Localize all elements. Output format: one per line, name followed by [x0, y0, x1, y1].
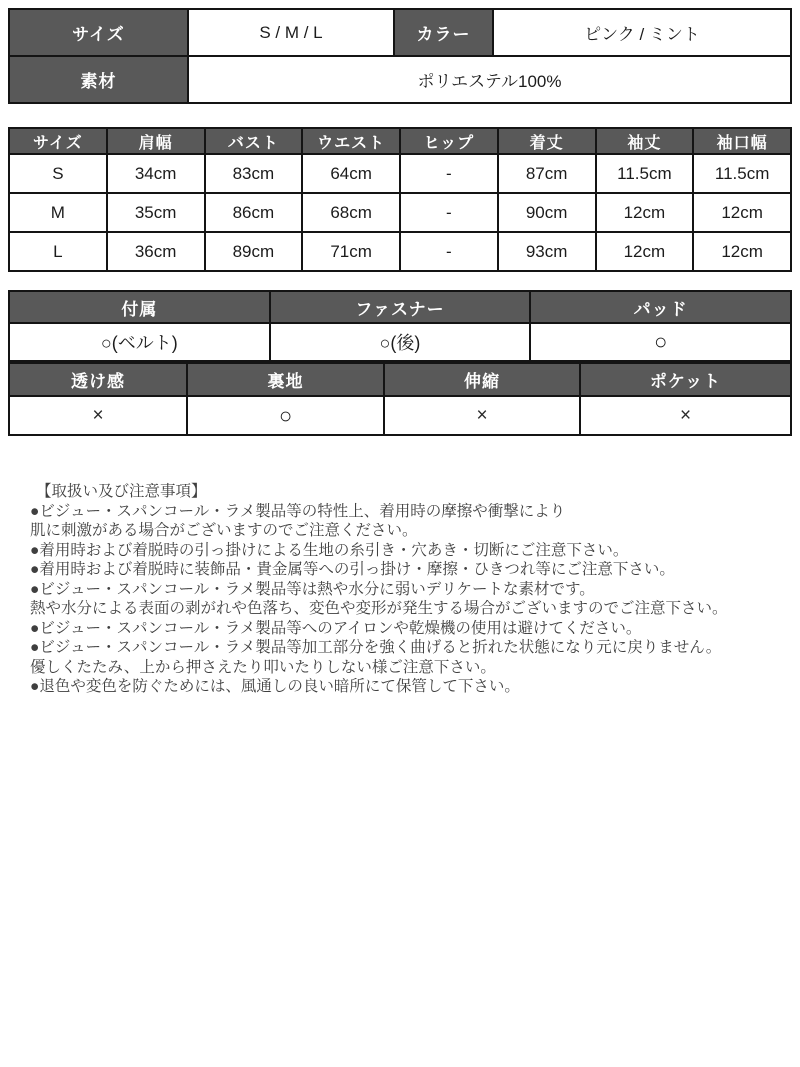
lining-header-cell: 裏地 — [188, 364, 383, 395]
note-line: ●ビジュー・スパンコール・ラメ製品等の特性上、着用時の摩擦や衝撃により — [30, 502, 566, 520]
note-line: ●着用時および着脱時に装飾品・貴金属等への引っ掛け・摩擦・ひきつれ等にご注意下さい。 — [30, 561, 675, 578]
lining-value-cell: ○ — [188, 397, 383, 434]
sheerness-header-cell: 透け感 — [10, 364, 186, 395]
note-line: 優しくたたみ、上から押さえたり叩いたりしない様ご注意下さい。 — [30, 658, 496, 676]
pad-header-cell: パッド — [531, 292, 790, 322]
table-cell: 11.5cm — [694, 155, 790, 192]
accessory-header-cell: 付属 — [10, 292, 269, 322]
table-cell: 12cm — [597, 233, 693, 270]
pocket-header-cell: ポケット — [581, 364, 790, 395]
table-cell: L — [10, 233, 106, 270]
pad-value-cell: ○ — [531, 324, 790, 360]
table-cell: - — [401, 233, 497, 270]
note-line: 熱や水分による表面の剥がれや色落ち、変色や変形が発生する場合がございますのでご注意下さい。 — [30, 600, 728, 617]
table-cell: 87cm — [499, 155, 595, 192]
table-cell: 64cm — [303, 155, 399, 192]
table-cell: 83cm — [206, 155, 302, 192]
accessory-value-cell: ○(ベルト) — [10, 324, 269, 360]
table-cell: 35cm — [108, 194, 204, 231]
care-notes-section — [30, 482, 780, 697]
table-cell: 89cm — [206, 233, 302, 270]
measurement-header-length: 着丈 — [499, 129, 595, 153]
note-line: ●着用時および着脱時の引っ掛けによる生地の糸引き・穴あき・切断にご注意下さい。 — [30, 541, 629, 559]
measurement-header-cuff: 袖口幅 — [694, 129, 790, 153]
size-value-cell: S / M / L — [189, 10, 393, 55]
table-cell: 90cm — [499, 194, 595, 231]
table-cell: 68cm — [303, 194, 399, 231]
note-line: ●ビジュー・スパンコール・ラメ製品等へのアイロンや乾燥機の使用は避けてください。 — [30, 619, 642, 637]
table-cell: 34cm — [108, 155, 204, 192]
table-cell: 12cm — [597, 194, 693, 231]
size-color-material-table — [8, 8, 792, 104]
material-header-cell: 素材 — [10, 57, 187, 102]
measurement-header-size: サイズ — [10, 129, 106, 153]
measurement-header-waist: ウエスト — [303, 129, 399, 153]
table-cell: 11.5cm — [597, 155, 693, 192]
zipper-header-cell: ファスナー — [271, 292, 530, 322]
table-cell: - — [401, 194, 497, 231]
stretch-header-cell: 伸縮 — [385, 364, 579, 395]
zipper-value-cell: ○(後) — [271, 324, 530, 360]
stretch-value-cell: × — [385, 397, 579, 434]
measurement-header-bust: バスト — [206, 129, 302, 153]
table-cell: 93cm — [499, 233, 595, 270]
note-line: ●ビジュー・スパンコール・ラメ製品等加工部分を強く曲げると折れた状態になり元に戻りません。 — [30, 639, 722, 656]
sheerness-value-cell: × — [10, 397, 186, 434]
measurement-table — [8, 127, 792, 272]
table-cell: 86cm — [206, 194, 302, 231]
color-header-cell: カラー — [395, 10, 492, 55]
table-cell: - — [401, 155, 497, 192]
table-cell: 71cm — [303, 233, 399, 270]
measurement-header-sleeve: 袖丈 — [597, 129, 693, 153]
material-value-cell: ポリエステル100% — [189, 57, 790, 102]
table-cell: 36cm — [108, 233, 204, 270]
care-notes-title: 【取扱い及び注意事項】 — [36, 483, 207, 500]
measurement-header-hip: ヒップ — [401, 129, 497, 153]
table-cell: 12cm — [694, 233, 790, 270]
features-table-b — [8, 362, 792, 436]
note-line: ●ビジュー・スパンコール・ラメ製品等は熱や水分に弱いデリケートな素材です。 — [30, 580, 595, 598]
table-cell: M — [10, 194, 106, 231]
note-line: 肌に刺激がある場合がございますのでご注意ください。 — [30, 522, 418, 539]
size-header-cell: サイズ — [10, 10, 187, 55]
note-line: ●退色や変色を防ぐためには、風通しの良い暗所にて保管して下さい。 — [30, 678, 520, 695]
pocket-value-cell: × — [581, 397, 790, 434]
table-cell: S — [10, 155, 106, 192]
features-table-a — [8, 290, 792, 362]
measurement-header-shoulder: 肩幅 — [108, 129, 204, 153]
color-value-cell: ピンク / ミント — [494, 10, 790, 55]
table-cell: 12cm — [694, 194, 790, 231]
